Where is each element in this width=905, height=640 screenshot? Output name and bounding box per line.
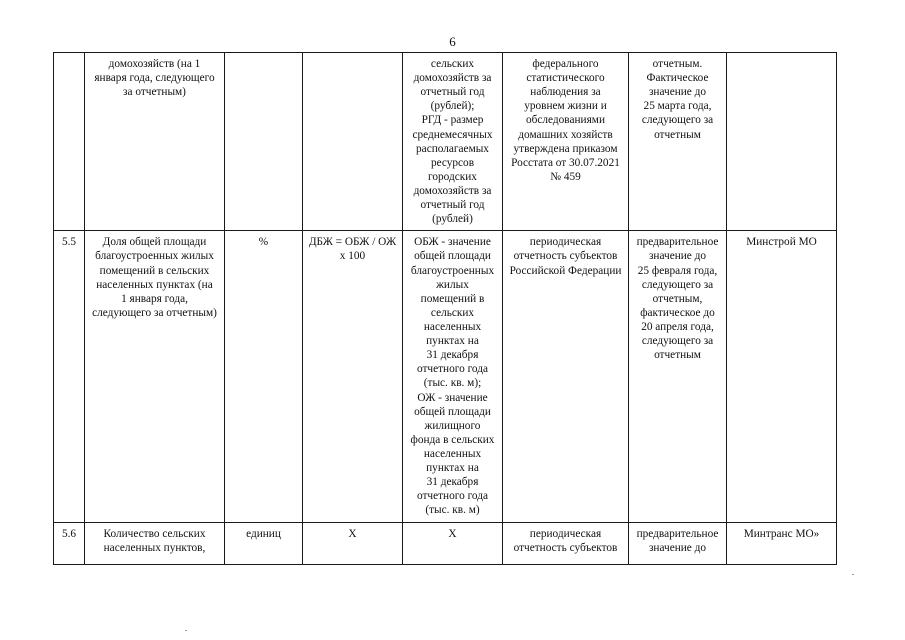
cell-text-line: х 100: [339, 250, 366, 263]
cell-text-line: среднемесячных: [412, 128, 493, 141]
cell-text-line: наблюдения за: [530, 86, 601, 99]
cell-text-line: 31 декабря: [426, 349, 479, 362]
cell-text-line: (тыс. кв. м): [425, 504, 480, 517]
cell-text-line: (рублей);: [430, 100, 475, 113]
cell-text-line: отчетность субъектов: [513, 250, 618, 263]
cell-text-line: значение до: [648, 250, 707, 263]
cell-text-line: помещений в сельских: [99, 264, 210, 277]
cell-text-line: следующего за отчетным): [92, 306, 217, 319]
cell-text-line: статистического: [526, 72, 605, 85]
indicator-name-cell: [85, 522, 225, 564]
cell-text-line: отчетным.: [652, 58, 703, 70]
scan-speck: [852, 574, 854, 575]
cell-text-line: ОБЖ - значение: [414, 236, 491, 249]
cell-text-line: отчетным: [654, 128, 701, 141]
cell-text-line: ОЖ - значение: [417, 391, 488, 404]
cell-text-line: следующего за: [641, 335, 714, 348]
cell-text-line: обследованиями: [526, 114, 605, 127]
cell-text-line: предварительное: [636, 527, 719, 540]
cell-text-line: сельских: [430, 306, 475, 319]
responsible-cell: Минтранс МО»: [727, 522, 837, 564]
cell-text-line: предварительное: [636, 236, 719, 249]
cell-text-line: населенных: [423, 447, 482, 460]
cell-text-line: отчетность субъектов: [513, 541, 618, 554]
cell-text-line: января года, следующего: [94, 72, 215, 85]
cell-text-line: общей площади: [414, 405, 491, 418]
formula-cell: [303, 231, 403, 522]
cell-text-line: 25 марта года,: [643, 100, 712, 113]
cell-text-line: ресурсов: [430, 156, 475, 169]
deadline-cell: [629, 53, 727, 231]
variables-cell: [403, 53, 503, 231]
cell-text-line: за отчетным): [123, 86, 186, 99]
indicator-name-cell: [85, 53, 225, 231]
cell-text-line: следующего за: [641, 278, 714, 291]
cell-text-line: периодическая: [529, 236, 602, 249]
cell-text-line: домохозяйств за: [413, 184, 492, 197]
cell-text-line: Российской Федерации: [509, 264, 622, 277]
cell-text-line: 1 января года,: [121, 292, 188, 305]
cell-text-line: общей площади: [414, 250, 491, 263]
cell-text-line: (рублей): [432, 213, 473, 226]
cell-text-line: домохозяйств за: [413, 72, 492, 85]
cell-text-line: отчетного года: [416, 363, 489, 376]
formula-cell: Х: [303, 522, 403, 564]
cell-text-line: 25 февраля года,: [637, 264, 718, 277]
cell-text-line: РГД - размер: [421, 114, 484, 127]
cell-text-line: (тыс. кв. м);: [423, 377, 482, 390]
page-number: 6: [449, 34, 456, 49]
cell-text-line: № 459: [550, 170, 581, 183]
cell-text-line: сельских: [430, 58, 475, 70]
cell-text-line: городских: [428, 170, 477, 183]
cell-text-line: значение до: [648, 541, 707, 554]
source-cell: [503, 53, 629, 231]
deadline-cell: [629, 231, 727, 522]
cell-text-line: фонда в сельских: [410, 433, 495, 446]
cell-text-line: населенных пунктах (на: [96, 278, 213, 291]
formula-cell: [303, 53, 403, 231]
cell-text-line: пунктах на: [426, 335, 479, 348]
variables-cell: [403, 231, 503, 522]
cell-text-line: отчетного года: [416, 490, 489, 503]
cell-text-line: Фактическое: [646, 72, 709, 85]
cell-text-line: благоустроенных: [410, 264, 495, 277]
cell-text-line: домашних хозяйств: [518, 128, 613, 141]
table-row: [54, 231, 837, 522]
cell-text-line: жилищного: [424, 419, 481, 432]
cell-text-line: населенных: [423, 320, 482, 333]
cell-text-line: 31 декабря: [426, 476, 479, 489]
unit-cell: единиц: [225, 522, 303, 564]
responsible-cell: Минстрой МО: [727, 231, 837, 522]
row-number-cell: 5.5: [54, 231, 85, 522]
variables-cell: Х: [403, 522, 503, 564]
table-row: [54, 522, 837, 564]
cell-text-line: Доля общей площади: [102, 236, 207, 249]
row-number-cell: 5.6: [54, 522, 85, 564]
cell-text-line: периодическая: [529, 527, 602, 540]
cell-text-line: федерального: [532, 58, 599, 70]
cell-text-line: пунктах на: [426, 462, 479, 475]
cell-text-line: ДБЖ = ОБЖ / ОЖ: [308, 236, 397, 249]
cell-text-line: жилых: [436, 278, 469, 291]
unit-cell: %: [225, 231, 303, 522]
cell-text-line: 20 апреля года,: [641, 320, 714, 333]
cell-text-line: отчетным: [654, 349, 701, 362]
table-row: [54, 53, 837, 231]
cell-text-line: следующего за: [641, 114, 714, 127]
cell-text-line: отчетным,: [652, 292, 703, 305]
source-cell: [503, 231, 629, 522]
cell-text-line: домохозяйств (на 1: [108, 58, 201, 70]
cell-text-line: значение до: [648, 86, 707, 99]
cell-text-line: отчетный год: [420, 199, 485, 212]
cell-text-line: Росстата от 30.07.2021: [511, 156, 620, 169]
responsible-cell: [727, 53, 837, 231]
cell-text-line: фактическое до: [640, 306, 715, 319]
cell-text-line: уровнем жизни и: [524, 100, 607, 113]
cell-text-line: утверждена приказом: [513, 142, 618, 155]
indicator-name-cell: [85, 231, 225, 522]
scan-speck: [185, 630, 187, 631]
cell-text-line: Количество сельских: [103, 527, 206, 540]
cell-text-line: населенных пунктов,: [103, 541, 206, 554]
unit-cell: [225, 53, 303, 231]
source-cell: [503, 522, 629, 564]
cell-text-line: отчетный год: [420, 86, 485, 99]
row-number-cell: [54, 53, 85, 231]
cell-text-line: благоустроенных жилых: [95, 250, 214, 263]
cell-text-line: располагаемых: [416, 142, 489, 155]
deadline-cell: [629, 522, 727, 564]
cell-text-line: помещений в: [420, 292, 485, 305]
indicators-table: [53, 52, 837, 565]
